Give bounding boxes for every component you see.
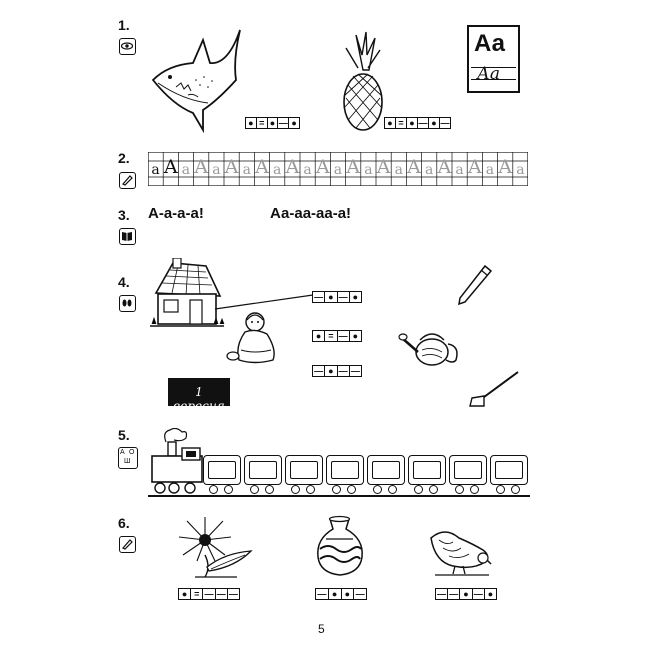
wheel <box>388 485 397 494</box>
doll-illustration <box>225 310 280 365</box>
copy-letters <box>148 156 528 182</box>
copy-letter: А <box>254 156 270 178</box>
wheel <box>332 485 341 494</box>
wheel <box>496 485 505 494</box>
copy-letter: а <box>394 162 403 178</box>
train-car <box>490 455 528 485</box>
copy-letter: А <box>285 156 300 178</box>
aster-flower-illustration <box>175 515 255 580</box>
word-scheme: — ● ● — <box>315 588 367 600</box>
copy-letter: А <box>376 156 391 178</box>
train-car <box>203 455 241 485</box>
wheel <box>455 485 464 494</box>
locomotive-illustration <box>148 428 204 498</box>
connector-line <box>215 292 315 312</box>
train-car <box>408 455 446 485</box>
wheel <box>291 485 300 494</box>
pencil-icon <box>119 172 136 189</box>
pen-illustration <box>455 262 495 307</box>
copy-letter: а <box>455 162 464 178</box>
train-wheels <box>250 485 274 495</box>
letter-card <box>467 25 520 93</box>
copy-letter: а <box>333 162 343 178</box>
wheel <box>265 485 274 494</box>
copy-letter: а <box>425 162 434 178</box>
wheel <box>470 485 479 494</box>
copy-letter: А <box>497 156 513 178</box>
copy-letter: а <box>181 162 191 178</box>
wheel <box>414 485 423 494</box>
shark-illustration <box>148 25 243 135</box>
wheel <box>306 485 315 494</box>
task-3-number: 3. <box>118 207 130 223</box>
task-1-number: 1. <box>118 17 130 33</box>
pineapple-illustration <box>338 30 388 132</box>
letters-icon: А О Ш <box>118 447 138 469</box>
copy-letter: А <box>224 156 239 178</box>
rail-line <box>148 495 530 497</box>
page-number: 5 <box>318 622 325 636</box>
copy-letter: А <box>345 156 361 178</box>
task-2-number: 2. <box>118 150 130 166</box>
task-6-number: 6. <box>118 515 130 531</box>
eye-icon <box>119 38 136 55</box>
train-car <box>285 455 323 485</box>
task-5-number: 5. <box>118 427 130 443</box>
word-scheme: ● = — — — <box>178 588 240 600</box>
train-car <box>326 455 364 485</box>
train-wheels <box>414 485 438 495</box>
chalkboard <box>168 378 230 413</box>
copy-letter: А <box>315 156 330 178</box>
wheel <box>209 485 218 494</box>
letter-print: Аа <box>474 30 505 57</box>
copy-letter: а <box>273 162 282 178</box>
copy-letter: а <box>212 162 221 178</box>
chalkboard-text: 1 вересня <box>173 385 225 413</box>
task-3-text-1: А-а-а-а! <box>148 205 204 222</box>
watering-can-illustration <box>398 320 463 368</box>
word-scheme: ● = ● — ● — <box>384 117 451 129</box>
copy-letter: а <box>485 162 495 178</box>
wheel <box>347 485 356 494</box>
wheel <box>224 485 233 494</box>
dots-icon <box>119 295 136 312</box>
train-wheels <box>496 485 520 495</box>
wheel <box>250 485 259 494</box>
letter-script: Аа <box>477 64 501 84</box>
copy-letter: а <box>303 162 312 178</box>
train-car <box>367 455 405 485</box>
word-scheme: ● = ● — ● <box>245 117 300 129</box>
train-wheels <box>291 485 315 495</box>
train-car <box>449 455 487 485</box>
copy-letter: А <box>193 156 209 178</box>
hen-illustration <box>425 518 495 578</box>
task-3-text-2: Аа-аа-аа-а! <box>270 205 352 222</box>
copy-letter: а <box>516 162 525 178</box>
copy-letter: А <box>437 156 452 178</box>
copy-letter: А <box>163 156 178 178</box>
train-wheels <box>209 485 233 495</box>
word-scheme: — ● — ● <box>312 291 362 303</box>
task-4-number: 4. <box>118 274 130 290</box>
book-icon <box>119 228 136 245</box>
wheel <box>373 485 382 494</box>
copy-letter: а <box>151 162 160 178</box>
train-wheels <box>332 485 356 495</box>
word-scheme: — ● — — <box>312 365 362 377</box>
wheel <box>511 485 520 494</box>
wheel <box>429 485 438 494</box>
train-wheels <box>373 485 397 495</box>
train-wheels <box>455 485 479 495</box>
vase-illustration <box>312 515 367 580</box>
copy-letter: а <box>242 162 251 178</box>
copy-letter: А <box>467 156 482 178</box>
train-car <box>244 455 282 485</box>
pencil-icon <box>119 536 136 553</box>
copy-letter: А <box>406 156 422 178</box>
copy-letter: а <box>364 162 373 178</box>
hoe-illustration <box>462 368 522 413</box>
word-scheme: — — ● — ● <box>435 588 497 600</box>
word-scheme: ● = — ● <box>312 330 362 342</box>
